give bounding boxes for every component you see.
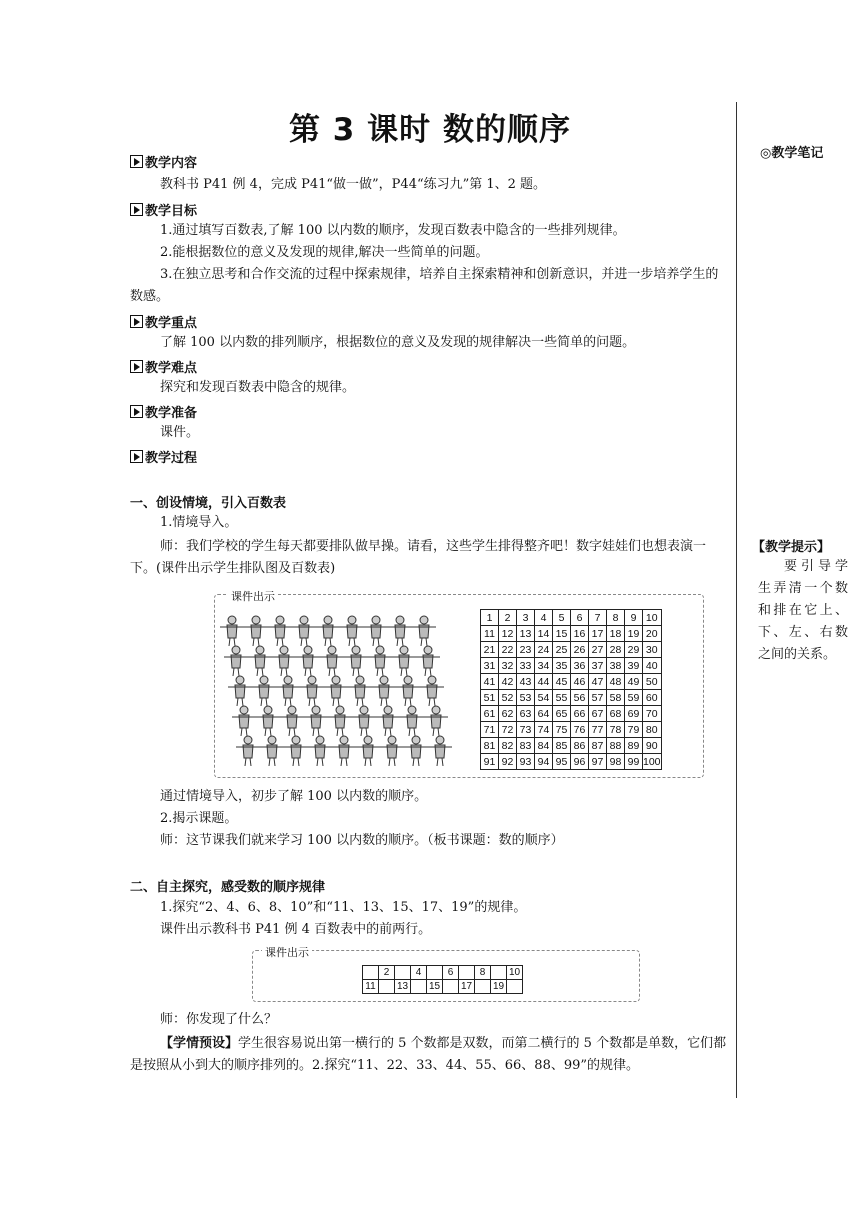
student-body bbox=[400, 715, 424, 736]
student-head bbox=[300, 616, 308, 624]
student-head bbox=[408, 706, 416, 714]
hundred-chart-cell: 74 bbox=[535, 722, 553, 738]
hundred-chart-cell: 9 bbox=[625, 610, 643, 626]
student-head bbox=[308, 676, 316, 684]
student-body bbox=[256, 715, 280, 736]
hundred-chart-cell: 93 bbox=[517, 754, 535, 770]
student-head bbox=[380, 676, 388, 684]
hundred-chart-cell: 33 bbox=[517, 658, 535, 674]
student-head bbox=[336, 706, 344, 714]
goal-1: 1.通过填写百数表,了解 100 以内数的顺序，发现百数表中隐含的一些排列规律。 bbox=[160, 223, 626, 238]
preset-text: 学生很容易说出第一横行的 5 个数都是双数，而第二横行的 5 个数都是单数，它们都是按照从小到大的顺序排列的。2.探究“11、22、33、44、55、66、88、99”的规律。 bbox=[130, 1036, 727, 1073]
student-body bbox=[236, 745, 260, 766]
two-row-chart-cell: 2 bbox=[379, 966, 395, 980]
student-body bbox=[316, 625, 340, 646]
hundred-chart-cell: 38 bbox=[607, 658, 625, 674]
section-label: 教学重点 bbox=[145, 316, 198, 331]
hundred-chart-cell: 95 bbox=[553, 754, 571, 770]
hundred-chart-cell: 35 bbox=[553, 658, 571, 674]
student-body bbox=[404, 745, 428, 766]
hundred-chart-cell: 12 bbox=[499, 626, 517, 642]
goal-2: 2.能根据数位的意义及发现的规律,解决一些简单的问题。 bbox=[160, 245, 489, 260]
hundred-chart-cell: 29 bbox=[625, 642, 643, 658]
student-head bbox=[264, 706, 272, 714]
hundred-chart-cell: 16 bbox=[571, 626, 589, 642]
hundred-chart-cell: 72 bbox=[499, 722, 517, 738]
section-prep bbox=[130, 402, 197, 421]
student-head bbox=[356, 676, 364, 684]
goal-3: 3.在独立思考和合作交流的过程中探索规律，培养自主探索精神和创新意识，并进一步培养学生的数感。 bbox=[130, 267, 719, 304]
hundred-chart-cell: 94 bbox=[535, 754, 553, 770]
student-head bbox=[332, 676, 340, 684]
hundred-chart-cell: 31 bbox=[481, 658, 499, 674]
two-row-chart-cell: 13 bbox=[395, 980, 411, 994]
hundred-chart-cell: 63 bbox=[517, 706, 535, 722]
tip-body: 要引导学生弄清一个数和排在它上、下、左、右数之间的关系。 bbox=[758, 559, 848, 662]
courseware-label: 课件出示 bbox=[262, 944, 312, 960]
hundred-chart-cell: 7 bbox=[589, 610, 607, 626]
student-body bbox=[420, 685, 444, 706]
two-row-chart-cell: 6 bbox=[443, 966, 459, 980]
student-body bbox=[392, 655, 416, 676]
two-row-chart-cell bbox=[395, 966, 411, 980]
hundred-chart-cell: 82 bbox=[499, 738, 517, 754]
hundred-chart-row bbox=[481, 610, 662, 626]
hundred-chart-cell: 24 bbox=[535, 642, 553, 658]
hundred-chart-cell: 85 bbox=[553, 738, 571, 754]
hundred-chart-cell: 32 bbox=[499, 658, 517, 674]
hundred-chart-cell: 52 bbox=[499, 690, 517, 706]
hundred-chart bbox=[480, 609, 662, 770]
hundred-chart-cell: 45 bbox=[553, 674, 571, 690]
hundred-chart-cell: 99 bbox=[625, 754, 643, 770]
hundred-chart-cell: 61 bbox=[481, 706, 499, 722]
student-body bbox=[380, 745, 404, 766]
hundred-chart-cell: 60 bbox=[643, 690, 662, 706]
student-head bbox=[412, 736, 420, 744]
hundred-chart-cell: 65 bbox=[553, 706, 571, 722]
student-body bbox=[280, 715, 304, 736]
hundred-chart-cell: 78 bbox=[607, 722, 625, 738]
student-body bbox=[248, 655, 272, 676]
student-body bbox=[308, 745, 332, 766]
student-body bbox=[352, 715, 376, 736]
hundred-chart-cell: 28 bbox=[607, 642, 625, 658]
hundred-chart-cell: 20 bbox=[643, 626, 662, 642]
hundred-chart-cell: 22 bbox=[499, 642, 517, 658]
student-head bbox=[400, 646, 408, 654]
student-head bbox=[292, 736, 300, 744]
part2-step1: 1.探究“2、4、6、8、10”和“11、13、15、17、19”的规律。 bbox=[160, 900, 527, 915]
play-triangle-icon bbox=[130, 405, 143, 418]
hundred-chart-cell: 23 bbox=[517, 642, 535, 658]
hundred-chart-cell: 41 bbox=[481, 674, 499, 690]
hundred-chart-row bbox=[481, 626, 662, 642]
notes-heading: ◎教学笔记 bbox=[760, 146, 824, 161]
student-head bbox=[280, 646, 288, 654]
hundred-chart-cell: 11 bbox=[481, 626, 499, 642]
two-row-chart-cell bbox=[507, 980, 523, 994]
student-body bbox=[232, 715, 256, 736]
student-head bbox=[232, 646, 240, 654]
student-head bbox=[340, 736, 348, 744]
hundred-chart-cell: 40 bbox=[643, 658, 662, 674]
student-head bbox=[352, 646, 360, 654]
hundred-chart-cell: 1 bbox=[481, 610, 499, 626]
hundred-chart-cell: 87 bbox=[589, 738, 607, 754]
student-body bbox=[388, 625, 412, 646]
student-head bbox=[312, 706, 320, 714]
student-head bbox=[360, 706, 368, 714]
student-body bbox=[260, 745, 284, 766]
two-row-chart-cell: 17 bbox=[459, 980, 475, 994]
part1-step1: 1.情境导入。 bbox=[160, 515, 238, 530]
student-body bbox=[228, 685, 252, 706]
hundred-chart-cell: 30 bbox=[643, 642, 662, 658]
student-head bbox=[284, 676, 292, 684]
hundred-chart-cell: 15 bbox=[553, 626, 571, 642]
student-body bbox=[376, 715, 400, 736]
hundred-chart-cell: 42 bbox=[499, 674, 517, 690]
hundred-chart-cell: 69 bbox=[625, 706, 643, 722]
hundred-chart-cell: 54 bbox=[535, 690, 553, 706]
student-body bbox=[244, 625, 268, 646]
hundred-chart-cell: 58 bbox=[607, 690, 625, 706]
hundred-chart-cell: 84 bbox=[535, 738, 553, 754]
hundred-chart-cell: 80 bbox=[643, 722, 662, 738]
student-body bbox=[324, 685, 348, 706]
student-body bbox=[224, 655, 248, 676]
student-head bbox=[276, 616, 284, 624]
preset-label: 【学情预设】 bbox=[160, 1036, 239, 1051]
student-head bbox=[240, 706, 248, 714]
two-row-chart-cell bbox=[443, 980, 459, 994]
student-head bbox=[268, 736, 276, 744]
hundred-chart-cell: 46 bbox=[571, 674, 589, 690]
student-body bbox=[396, 685, 420, 706]
hundred-chart-cell: 48 bbox=[607, 674, 625, 690]
two-row-chart-cell: 8 bbox=[475, 966, 491, 980]
student-head bbox=[404, 676, 412, 684]
hundred-chart-cell: 53 bbox=[517, 690, 535, 706]
student-body bbox=[332, 745, 356, 766]
two-row-chart-cell bbox=[475, 980, 491, 994]
student-body bbox=[272, 655, 296, 676]
hundred-chart-row bbox=[481, 690, 662, 706]
hundred-chart-cell: 27 bbox=[589, 642, 607, 658]
hundred-chart-row bbox=[481, 674, 662, 690]
hundred-chart-cell: 91 bbox=[481, 754, 499, 770]
hundred-chart-cell: 71 bbox=[481, 722, 499, 738]
student-body bbox=[340, 625, 364, 646]
hundred-chart-cell: 2 bbox=[499, 610, 517, 626]
section-label: 教学难点 bbox=[145, 361, 198, 376]
two-row-chart-cell: 10 bbox=[507, 966, 523, 980]
student-body bbox=[416, 655, 440, 676]
section-label: 教学目标 bbox=[145, 204, 198, 219]
key-text: 了解 100 以内数的排列顺序，根据数位的意义及发现的规律解决一些简单的问题。 bbox=[160, 335, 636, 350]
hundred-chart-cell: 98 bbox=[607, 754, 625, 770]
hundred-chart-cell: 8 bbox=[607, 610, 625, 626]
hundred-chart-cell: 3 bbox=[517, 610, 535, 626]
hundred-chart-cell: 36 bbox=[571, 658, 589, 674]
student-head bbox=[252, 616, 260, 624]
part1-after: 通过情境导入，初步了解 100 以内数的顺序。 bbox=[160, 789, 428, 804]
section-label: 教学准备 bbox=[145, 406, 198, 421]
hundred-chart-cell: 90 bbox=[643, 738, 662, 754]
student-body bbox=[292, 625, 316, 646]
hundred-chart-cell: 57 bbox=[589, 690, 607, 706]
section-key bbox=[130, 312, 197, 331]
student-head bbox=[348, 616, 356, 624]
student-body bbox=[364, 625, 388, 646]
play-triangle-icon bbox=[130, 155, 143, 168]
section-label: 教学过程 bbox=[145, 451, 198, 466]
hundred-chart-cell: 43 bbox=[517, 674, 535, 690]
hundred-chart-cell: 100 bbox=[643, 755, 661, 768]
part2-preset bbox=[130, 1033, 730, 1077]
two-row-chart-cell: 4 bbox=[411, 966, 427, 980]
hundred-chart-cell: 83 bbox=[517, 738, 535, 754]
play-triangle-icon bbox=[130, 450, 143, 463]
hundred-chart-cell: 10 bbox=[643, 610, 662, 626]
section-difficulty bbox=[130, 357, 197, 376]
section-content bbox=[130, 152, 197, 171]
part1-teacher1: 师：我们学校的学生每天都要排队做早操。请看，这些学生排得整齐吧！数字娃娃们也想表演一下。(课件出示学生排队图及百数表) bbox=[130, 539, 707, 576]
student-body bbox=[372, 685, 396, 706]
hundred-chart-cell: 18 bbox=[607, 626, 625, 642]
two-row-chart-cell bbox=[363, 966, 379, 980]
hundred-chart-cell: 19 bbox=[625, 626, 643, 642]
student-body bbox=[268, 625, 292, 646]
hundred-chart-cell: 26 bbox=[571, 642, 589, 658]
student-body bbox=[348, 685, 372, 706]
student-body bbox=[284, 745, 308, 766]
hundred-chart-cell: 68 bbox=[607, 706, 625, 722]
two-row-chart-cell: 19 bbox=[491, 980, 507, 994]
hundred-chart-cell: 64 bbox=[535, 706, 553, 722]
hundred-chart-cell: 4 bbox=[535, 610, 553, 626]
part1-teacher2: 师：这节课我们就来学习 100 以内数的顺序。（板书课题：数的顺序） bbox=[160, 833, 564, 848]
hundred-chart-cell: 37 bbox=[589, 658, 607, 674]
part2-heading: 二、自主探究，感受数的顺序规律 bbox=[130, 880, 326, 895]
student-head bbox=[384, 706, 392, 714]
student-head bbox=[396, 616, 404, 624]
hundred-chart-cell: 79 bbox=[625, 722, 643, 738]
two-row-chart-cell bbox=[379, 980, 395, 994]
two-row-chart-cell: 11 bbox=[363, 980, 379, 994]
hundred-chart-cell: 51 bbox=[481, 690, 499, 706]
student-head bbox=[420, 616, 428, 624]
student-head bbox=[256, 646, 264, 654]
two-row-chart-cell bbox=[427, 966, 443, 980]
two-row-chart-cell bbox=[491, 966, 507, 980]
student-head bbox=[288, 706, 296, 714]
student-body bbox=[252, 685, 276, 706]
section-goals bbox=[130, 200, 197, 219]
part2-line2: 课件出示教科书 P41 例 4 百数表中的前两行。 bbox=[160, 922, 432, 937]
student-body bbox=[344, 655, 368, 676]
first-two-rows-chart bbox=[362, 965, 523, 994]
hundred-chart-cell: 6 bbox=[571, 610, 589, 626]
hundred-chart-cell: 96 bbox=[571, 754, 589, 770]
hundred-chart-cell: 25 bbox=[553, 642, 571, 658]
part1-step2: 2.揭示课题。 bbox=[160, 811, 238, 826]
prep-text: 课件。 bbox=[160, 425, 200, 440]
student-body bbox=[424, 715, 448, 736]
hundred-chart-cell: 81 bbox=[481, 738, 499, 754]
student-head bbox=[228, 616, 236, 624]
student-head bbox=[236, 676, 244, 684]
two-row-chart-row bbox=[363, 980, 523, 994]
student-head bbox=[244, 736, 252, 744]
hundred-chart-cell: 49 bbox=[625, 674, 643, 690]
student-body bbox=[296, 655, 320, 676]
difficulty-text: 探究和发现百数表中隐含的规律。 bbox=[160, 380, 356, 395]
student-head bbox=[364, 736, 372, 744]
hundred-chart-cell: 76 bbox=[571, 722, 589, 738]
courseware-label: 课件出示 bbox=[228, 588, 278, 604]
two-row-chart-row bbox=[363, 966, 523, 980]
hundred-chart-cell: 13 bbox=[517, 626, 535, 642]
hundred-chart-cell: 89 bbox=[625, 738, 643, 754]
hundred-chart-row bbox=[481, 642, 662, 658]
section-label: 教学内容 bbox=[145, 156, 198, 171]
part1-heading: 一、创设情境，引入百数表 bbox=[130, 496, 287, 511]
student-body bbox=[428, 745, 452, 766]
hundred-chart-cell: 66 bbox=[571, 706, 589, 722]
student-head bbox=[372, 616, 380, 624]
student-body bbox=[412, 625, 436, 646]
hundred-chart-cell: 77 bbox=[589, 722, 607, 738]
hundred-chart-cell: 39 bbox=[625, 658, 643, 674]
hundred-chart-cell: 44 bbox=[535, 674, 553, 690]
hundred-chart-cell: 34 bbox=[535, 658, 553, 674]
hundred-chart-cell: 75 bbox=[553, 722, 571, 738]
student-head bbox=[328, 646, 336, 654]
student-head bbox=[432, 706, 440, 714]
play-triangle-icon bbox=[130, 360, 143, 373]
hundred-chart-cell: 21 bbox=[481, 642, 499, 658]
two-row-chart-cell bbox=[411, 980, 427, 994]
hundred-chart-cell: 88 bbox=[607, 738, 625, 754]
hundred-chart-cell: 55 bbox=[553, 690, 571, 706]
student-head bbox=[436, 736, 444, 744]
hundred-chart-cell: 67 bbox=[589, 706, 607, 722]
play-triangle-icon bbox=[130, 203, 143, 216]
student-body bbox=[220, 625, 244, 646]
hundred-chart-cell: 86 bbox=[571, 738, 589, 754]
hundred-chart-cell: 14 bbox=[535, 626, 553, 642]
two-row-chart-cell bbox=[459, 966, 475, 980]
page-title: 第 3 课时 数的顺序 bbox=[289, 112, 571, 148]
student-body bbox=[300, 685, 324, 706]
student-body bbox=[328, 715, 352, 736]
tip-heading: 【教学提示】 bbox=[752, 540, 831, 555]
student-head bbox=[424, 646, 432, 654]
hundred-chart-row bbox=[481, 722, 662, 738]
hundred-chart-cell: 70 bbox=[643, 706, 662, 722]
margin-divider bbox=[736, 102, 737, 1098]
student-head bbox=[316, 736, 324, 744]
content-text: 教科书 P41 例 4，完成 P41“做一做”，P44“练习九”第 1、2 题。 bbox=[160, 177, 547, 192]
student-head bbox=[324, 616, 332, 624]
hundred-chart-row bbox=[481, 706, 662, 722]
student-body bbox=[320, 655, 344, 676]
hundred-chart-cell: 47 bbox=[589, 674, 607, 690]
play-triangle-icon bbox=[130, 315, 143, 328]
student-body bbox=[368, 655, 392, 676]
student-body bbox=[276, 685, 300, 706]
hundred-chart-cell: 59 bbox=[625, 690, 643, 706]
student-head bbox=[304, 646, 312, 654]
student-head bbox=[260, 676, 268, 684]
two-row-chart-cell: 15 bbox=[427, 980, 443, 994]
students-lineup-illustration bbox=[218, 608, 458, 774]
section-process bbox=[130, 447, 197, 466]
hundred-chart-cell: 62 bbox=[499, 706, 517, 722]
hundred-chart-cell: 92 bbox=[499, 754, 517, 770]
student-head bbox=[428, 676, 436, 684]
hundred-chart-cell: 5 bbox=[553, 610, 571, 626]
student-body bbox=[356, 745, 380, 766]
hundred-chart-cell: 73 bbox=[517, 722, 535, 738]
student-head bbox=[388, 736, 396, 744]
hundred-chart-row bbox=[481, 738, 662, 754]
hundred-chart-cell: 56 bbox=[571, 690, 589, 706]
part2-teacher: 师：你发现了什么？ bbox=[160, 1012, 278, 1027]
hundred-chart-cell: 50 bbox=[643, 674, 662, 690]
hundred-chart-row bbox=[481, 658, 662, 674]
hundred-chart-cell: 97 bbox=[589, 754, 607, 770]
student-head bbox=[376, 646, 384, 654]
hundred-chart-row bbox=[481, 754, 662, 770]
student-body bbox=[304, 715, 328, 736]
hundred-chart-cell: 17 bbox=[589, 626, 607, 642]
